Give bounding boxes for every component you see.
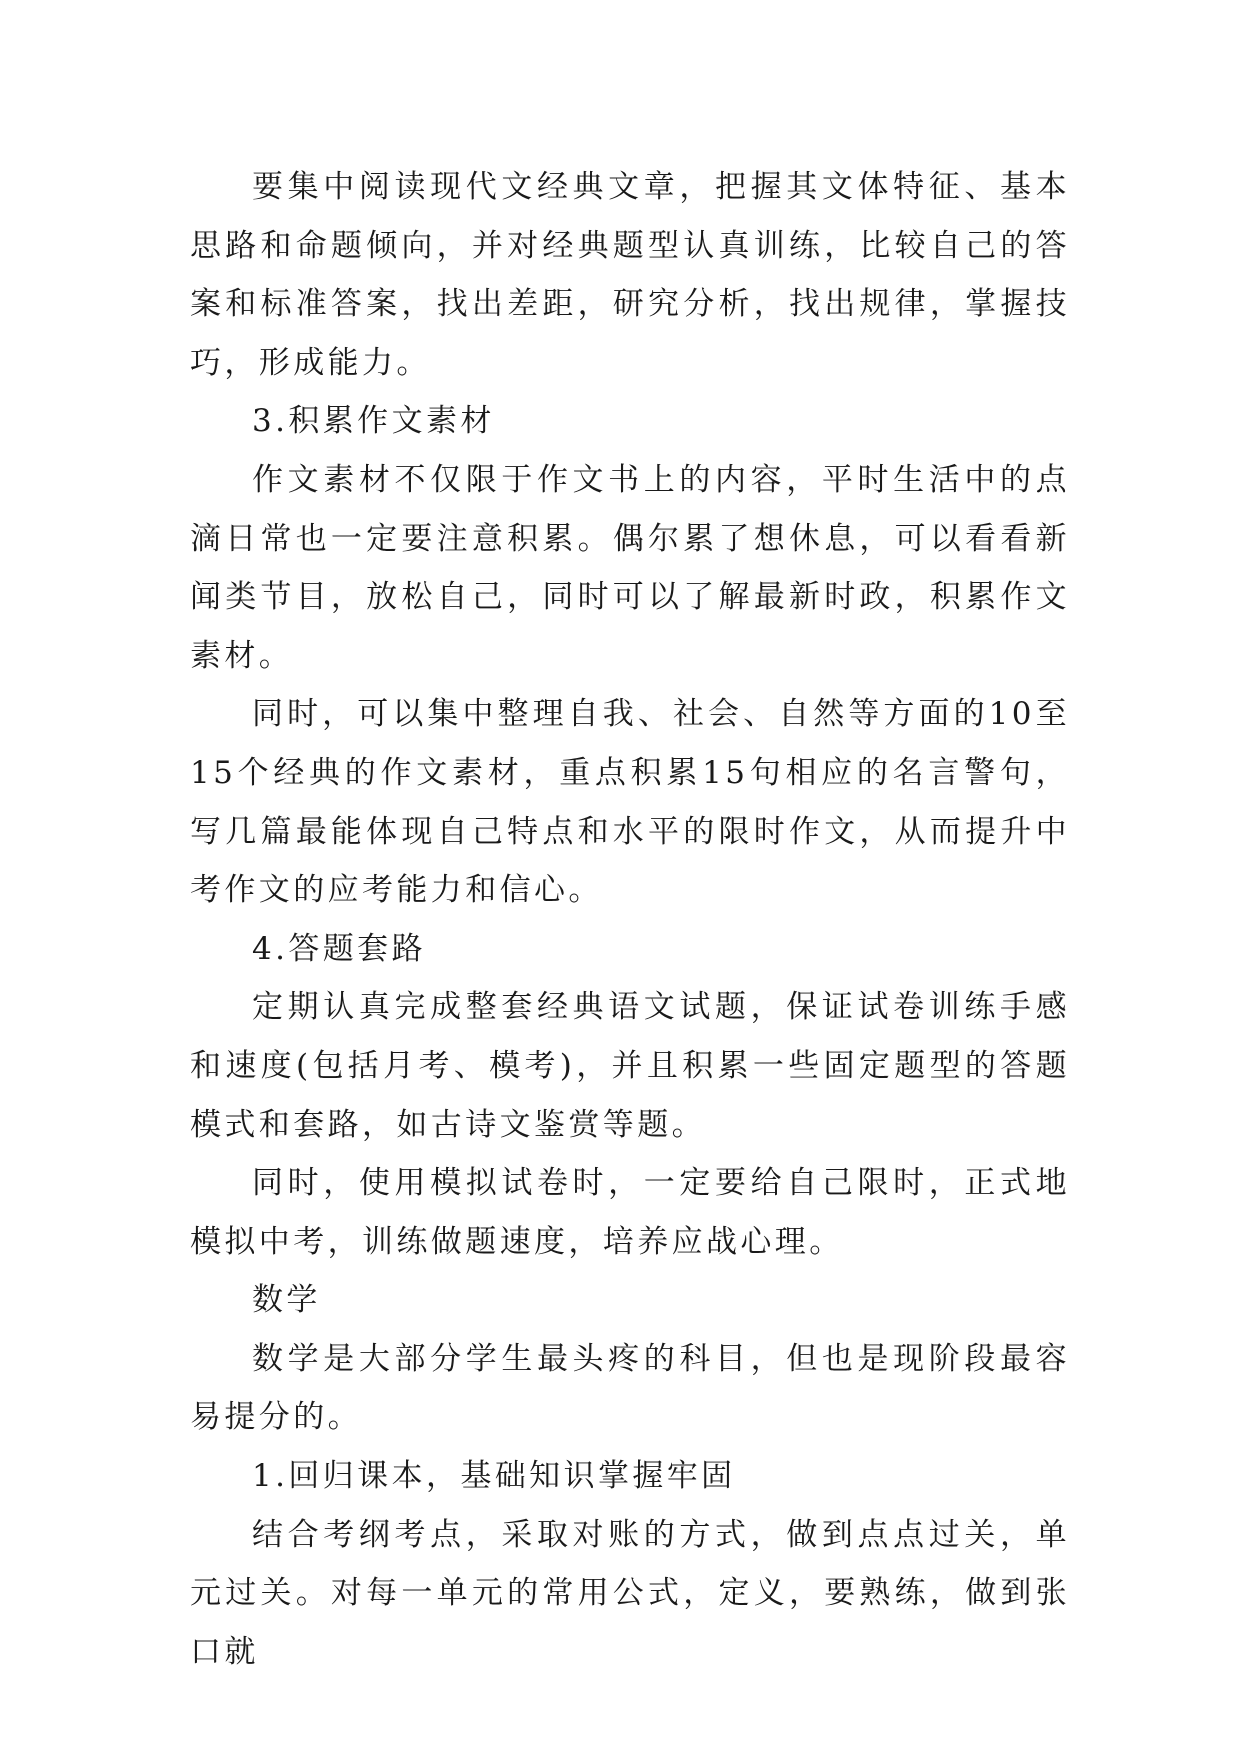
paragraph-composition-sources: 作文素材不仅限于作文书上的内容，平时生活中的点滴日常也一定要注意积累。偶尔累了想休息，可以看看新闻类节目，放松自己，同时可以了解最新时政，积累作文素材。 xyxy=(190,461,1070,674)
paragraph-math-intro: 数学是大部分学生最头疼的科目，但也是现阶段最容易提分的。 xyxy=(190,1340,1070,1436)
heading-math: 数学 xyxy=(252,1282,321,1319)
heading-composition-material: 3.积累作文素材 xyxy=(252,403,495,440)
paragraph-practice-tests: 定期认真完成整套经典语文试题，保证试卷训练手感和速度(包括月考、模考)，并且积累一些固定题型的答题模式和套路，如古诗文鉴赏等题。 xyxy=(190,989,1070,1143)
document-body xyxy=(190,158,1070,1681)
paragraph-composition-organize: 同时，可以集中整理自我、社会、自然等方面的10至15个经典的作文素材，重点积累15句相应的名言警句，写几篇最能体现自己特点和水平的限时作文，从而提升中考作文的应考能力和信心。 xyxy=(190,696,1070,909)
paragraph-unit-mastery: 结合考纲考点，采取对账的方式，做到点点过关，单元过关。对每一单元的常用公式，定义，要熟练，做到张口就 xyxy=(190,1516,1070,1670)
heading-answer-patterns: 4.答题套路 xyxy=(252,930,426,967)
heading-return-to-textbook: 1.回归课本，基础知识掌握牢固 xyxy=(252,1458,736,1495)
paragraph-timed-simulation: 同时，使用模拟试卷时，一定要给自己限时，正式地模拟中考，训练做题速度，培养应战心理。 xyxy=(190,1165,1070,1260)
paragraph-reading-practice: 要集中阅读现代文经典文章，把握其文体特征、基本思路和命题倾向，并对经典题型认真训练，比较自己的答案和标准答案，找出差距，研究分析，找出规律，掌握技巧，形成能力。 xyxy=(190,169,1070,381)
